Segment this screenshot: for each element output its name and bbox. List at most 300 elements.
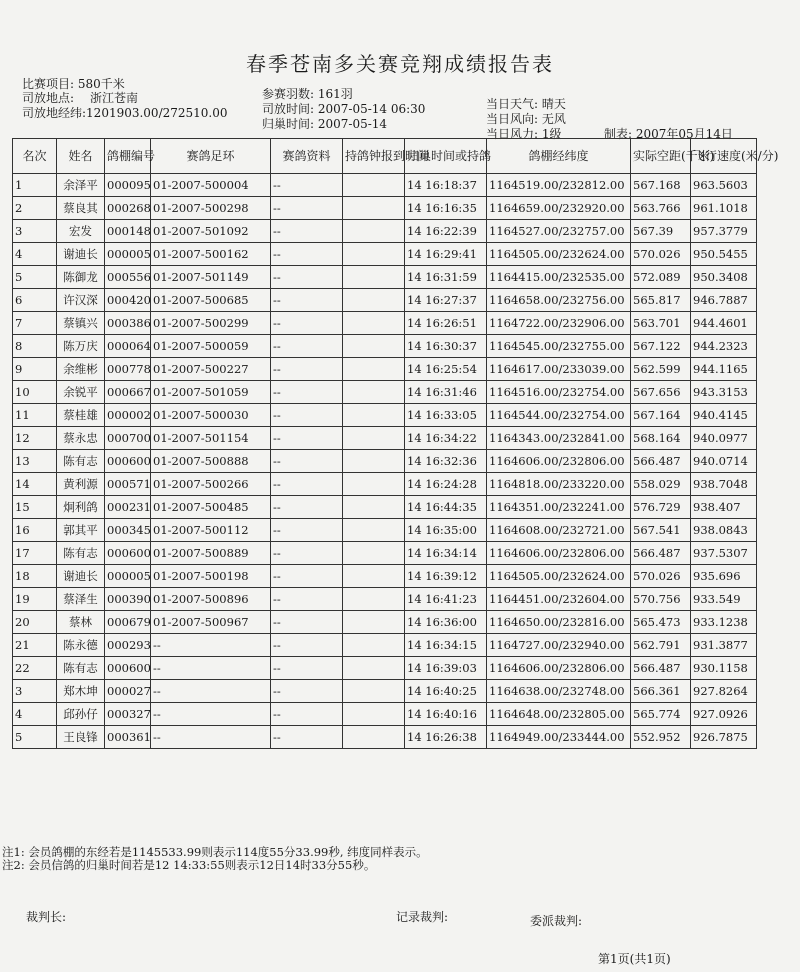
cell-time: 14 16:33:05: [405, 404, 487, 427]
header-rank: 名次: [13, 139, 57, 174]
table-row: [13, 174, 757, 197]
cell-loft: 000667: [105, 381, 151, 404]
cell-rank: 20: [13, 611, 57, 634]
cell-coord: 1164606.00/232806.00: [487, 450, 631, 473]
cell-loft: 000600: [105, 657, 151, 680]
cell-time: 14 16:40:16: [405, 703, 487, 726]
made-date: 制表: 2007年05月14日: [604, 127, 733, 141]
cell-dist: 565.774: [631, 703, 691, 726]
table-row: [13, 726, 757, 749]
cell-ring: 01-2007-500059: [151, 335, 271, 358]
cell-name: 蔡永忠: [57, 427, 105, 450]
cell-info: --: [271, 289, 343, 312]
cell-dist: 567.656: [631, 381, 691, 404]
cell-report: [343, 565, 405, 588]
cell-speed: 938.0843: [691, 519, 757, 542]
cell-report: [343, 611, 405, 634]
cell-dist: 562.599: [631, 358, 691, 381]
results-table: [12, 138, 779, 749]
cell-ring: 01-2007-500162: [151, 243, 271, 266]
cell-name: 郑木坤: [57, 680, 105, 703]
header-ring: 赛鸽足环: [151, 139, 271, 174]
recorder-judge-label: 记录裁判:: [396, 910, 449, 924]
cell-speed: 940.0714: [691, 450, 757, 473]
cell-time: 14 16:25:54: [405, 358, 487, 381]
table-row: [13, 381, 757, 404]
table-row: [13, 473, 757, 496]
cell-loft: 000700: [105, 427, 151, 450]
cell-loft: 000005: [105, 565, 151, 588]
cell-speed: 933.549: [691, 588, 757, 611]
cell-time: 14 16:31:46: [405, 381, 487, 404]
cell-name: 宏发: [57, 220, 105, 243]
cell-coord: 1164638.00/232748.00: [487, 680, 631, 703]
cell-rank: 3: [13, 220, 57, 243]
cell-info: --: [271, 358, 343, 381]
cell-name: 陈有志: [57, 657, 105, 680]
cell-ring: 01-2007-500298: [151, 197, 271, 220]
cell-loft: 000361: [105, 726, 151, 749]
cell-time: 14 16:32:36: [405, 450, 487, 473]
cell-info: --: [271, 726, 343, 749]
cell-report: [343, 588, 405, 611]
cell-rank: 3: [13, 680, 57, 703]
table-row: [13, 657, 757, 680]
cell-dist: 572.089: [631, 266, 691, 289]
cell-info: --: [271, 496, 343, 519]
cell-time: 14 16:31:59: [405, 266, 487, 289]
cell-coord: 1164727.00/232940.00: [487, 634, 631, 657]
cell-name: 黄利源: [57, 473, 105, 496]
cell-coord: 1164818.00/233220.00: [487, 473, 631, 496]
cell-rank: 16: [13, 519, 57, 542]
cell-coord: 1164505.00/232624.00: [487, 243, 631, 266]
table-row: [13, 565, 757, 588]
table-row: [13, 220, 757, 243]
cell-info: --: [271, 266, 343, 289]
cell-dist: 566.487: [631, 450, 691, 473]
cell-ring: 01-2007-500889: [151, 542, 271, 565]
header-speed: 飞行速度(米/分): [691, 139, 757, 174]
cell-time: 14 16:34:14: [405, 542, 487, 565]
cell-rank: 12: [13, 427, 57, 450]
cell-coord: 1164606.00/232806.00: [487, 542, 631, 565]
cell-name: 陈万庆: [57, 335, 105, 358]
cell-speed: 938.407: [691, 496, 757, 519]
cell-rank: 11: [13, 404, 57, 427]
cell-name: 余维彬: [57, 358, 105, 381]
cell-info: --: [271, 588, 343, 611]
release-location-value: 浙江苍南: [90, 91, 139, 105]
cell-time: 14 16:39:03: [405, 657, 487, 680]
cell-info: --: [271, 243, 343, 266]
cell-coord: 1164606.00/232806.00: [487, 657, 631, 680]
cell-loft: 000148: [105, 220, 151, 243]
cell-speed: 950.5455: [691, 243, 757, 266]
table-body: [13, 174, 757, 749]
table-row: [13, 542, 757, 565]
cell-info: --: [271, 680, 343, 703]
cell-name: 蔡桂雄: [57, 404, 105, 427]
release-coords: 司放地经纬:1201903.00/272510.00: [22, 106, 228, 120]
cell-dist: 570.756: [631, 588, 691, 611]
cell-info: --: [271, 404, 343, 427]
cell-rank: 4: [13, 703, 57, 726]
cell-speed: 927.0926: [691, 703, 757, 726]
cell-rank: 21: [13, 634, 57, 657]
cell-speed: 937.5307: [691, 542, 757, 565]
cell-loft: 000556: [105, 266, 151, 289]
cell-time: 14 16:44:35: [405, 496, 487, 519]
cell-info: --: [271, 450, 343, 473]
cell-coord: 1164722.00/232906.00: [487, 312, 631, 335]
table-row: [13, 266, 757, 289]
cell-time: 14 16:34:22: [405, 427, 487, 450]
cell-coord: 1164544.00/232754.00: [487, 404, 631, 427]
cell-loft: 000231: [105, 496, 151, 519]
table-header-row: [13, 139, 757, 174]
cell-speed: 957.3779: [691, 220, 757, 243]
return-time: 归巢时间: 2007-05-14: [262, 117, 388, 131]
table-row: [13, 611, 757, 634]
cell-ring: --: [151, 726, 271, 749]
table-row: [13, 404, 757, 427]
cell-speed: 935.696: [691, 565, 757, 588]
cell-name: 郭其平: [57, 519, 105, 542]
cell-coord: 1164545.00/232755.00: [487, 335, 631, 358]
cell-ring: 01-2007-500112: [151, 519, 271, 542]
chief-judge-label: 裁判长:: [26, 910, 67, 924]
cell-loft: 000327: [105, 703, 151, 726]
cell-dist: 566.487: [631, 657, 691, 680]
cell-name: 陈有志: [57, 450, 105, 473]
cell-name: 炯利鸽: [57, 496, 105, 519]
cell-speed: 940.0977: [691, 427, 757, 450]
cell-time: 14 16:18:37: [405, 174, 487, 197]
cell-time: 14 16:29:41: [405, 243, 487, 266]
header-name: 姓名: [57, 139, 105, 174]
cell-loft: 000600: [105, 542, 151, 565]
cell-speed: 963.5603: [691, 174, 757, 197]
cell-loft: 000420: [105, 289, 151, 312]
cell-ring: 01-2007-500266: [151, 473, 271, 496]
race-project: 比赛项目: 580千米: [22, 77, 125, 91]
cell-info: --: [271, 473, 343, 496]
cell-ring: 01-2007-501059: [151, 381, 271, 404]
cell-speed: 938.7048: [691, 473, 757, 496]
cell-dist: 563.766: [631, 197, 691, 220]
table-row: [13, 358, 757, 381]
cell-name: 蔡林: [57, 611, 105, 634]
cell-report: [343, 404, 405, 427]
cell-name: 陈有志: [57, 542, 105, 565]
cell-report: [343, 243, 405, 266]
cell-name: 余泽平: [57, 174, 105, 197]
cell-ring: 01-2007-500485: [151, 496, 271, 519]
cell-info: --: [271, 427, 343, 450]
cell-dist: 570.026: [631, 243, 691, 266]
table-row: [13, 634, 757, 657]
cell-rank: 2: [13, 197, 57, 220]
table-row: [13, 519, 757, 542]
cell-rank: 17: [13, 542, 57, 565]
cell-dist: 567.39: [631, 220, 691, 243]
cell-info: --: [271, 381, 343, 404]
cell-loft: 000386: [105, 312, 151, 335]
cell-rank: 5: [13, 266, 57, 289]
header-info: 赛鸽资料: [271, 139, 343, 174]
cell-dist: 566.361: [631, 680, 691, 703]
cell-name: 陈御龙: [57, 266, 105, 289]
cell-loft: 000064: [105, 335, 151, 358]
table-row: [13, 427, 757, 450]
cell-info: --: [271, 174, 343, 197]
cell-speed: 927.8264: [691, 680, 757, 703]
table-row: [13, 703, 757, 726]
cell-time: 14 16:36:00: [405, 611, 487, 634]
cell-dist: 576.729: [631, 496, 691, 519]
cell-info: --: [271, 312, 343, 335]
cell-ring: 01-2007-501149: [151, 266, 271, 289]
cell-name: 许汉深: [57, 289, 105, 312]
cell-report: [343, 220, 405, 243]
cell-info: --: [271, 197, 343, 220]
cell-speed: 926.7875: [691, 726, 757, 749]
cell-rank: 7: [13, 312, 57, 335]
cell-report: [343, 657, 405, 680]
cell-coord: 1164343.00/232841.00: [487, 427, 631, 450]
cell-speed: 940.4145: [691, 404, 757, 427]
cell-loft: 000027: [105, 680, 151, 703]
cell-time: 14 16:34:15: [405, 634, 487, 657]
cell-loft: 000571: [105, 473, 151, 496]
cell-time: 14 16:22:39: [405, 220, 487, 243]
cell-rank: 18: [13, 565, 57, 588]
release-time: 司放时间: 2007-05-14 06:30: [262, 102, 426, 116]
report-title: 春季苍南多关赛竞翔成绩报告表: [246, 52, 554, 76]
cell-speed: 931.3877: [691, 634, 757, 657]
cell-speed: 944.2323: [691, 335, 757, 358]
cell-name: 谢迪长: [57, 243, 105, 266]
cell-report: [343, 266, 405, 289]
cell-report: [343, 427, 405, 450]
header-loft: 鸽棚编号: [105, 139, 151, 174]
table-row: [13, 450, 757, 473]
cell-ring: 01-2007-500967: [151, 611, 271, 634]
cell-dist: 563.701: [631, 312, 691, 335]
cell-ring: 01-2007-500004: [151, 174, 271, 197]
notes: [2, 846, 428, 872]
cell-report: [343, 381, 405, 404]
assigned-judge-label: 委派裁判:: [530, 914, 583, 928]
cell-loft: 000600: [105, 450, 151, 473]
cell-report: [343, 174, 405, 197]
cell-ring: 01-2007-501092: [151, 220, 271, 243]
cell-info: --: [271, 657, 343, 680]
cell-info: --: [271, 220, 343, 243]
cell-dist: 567.541: [631, 519, 691, 542]
cell-name: 邱孙仔: [57, 703, 105, 726]
cell-ring: 01-2007-500030: [151, 404, 271, 427]
page-number: 第1页(共1页): [598, 952, 671, 966]
cell-coord: 1164451.00/232604.00: [487, 588, 631, 611]
cell-report: [343, 680, 405, 703]
table-row: [13, 680, 757, 703]
cell-name: 蔡镇兴: [57, 312, 105, 335]
cell-name: 王良锋: [57, 726, 105, 749]
table-row: [13, 243, 757, 266]
cell-rank: 9: [13, 358, 57, 381]
cell-rank: 15: [13, 496, 57, 519]
cell-dist: 567.168: [631, 174, 691, 197]
table-row: [13, 312, 757, 335]
cell-loft: 000778: [105, 358, 151, 381]
cell-loft: 000390: [105, 588, 151, 611]
cell-dist: 566.487: [631, 542, 691, 565]
cell-dist: 570.026: [631, 565, 691, 588]
cell-coord: 1164658.00/232756.00: [487, 289, 631, 312]
cell-coord: 1164516.00/232754.00: [487, 381, 631, 404]
cell-report: [343, 197, 405, 220]
cell-info: --: [271, 335, 343, 358]
cell-rank: 13: [13, 450, 57, 473]
cell-speed: 961.1018: [691, 197, 757, 220]
cell-report: [343, 542, 405, 565]
cell-info: --: [271, 565, 343, 588]
cell-report: [343, 703, 405, 726]
cell-ring: --: [151, 657, 271, 680]
table-row: [13, 588, 757, 611]
entries-count: 参赛羽数: 161羽: [262, 87, 353, 101]
cell-time: 14 16:41:23: [405, 588, 487, 611]
cell-coord: 1164519.00/232812.00: [487, 174, 631, 197]
cell-rank: 8: [13, 335, 57, 358]
cell-dist: 568.164: [631, 427, 691, 450]
table-row: [13, 197, 757, 220]
cell-ring: 01-2007-500896: [151, 588, 271, 611]
note-2: 注2: 会员信鸽的归巢时间若是12 14:33:55则表示12日14时33分55秒。: [2, 858, 376, 872]
cell-coord: 1164505.00/232624.00: [487, 565, 631, 588]
cell-time: 14 16:27:37: [405, 289, 487, 312]
cell-coord: 1164617.00/233039.00: [487, 358, 631, 381]
cell-name: 谢迪长: [57, 565, 105, 588]
cell-rank: 4: [13, 243, 57, 266]
cell-ring: 01-2007-500299: [151, 312, 271, 335]
cell-rank: 19: [13, 588, 57, 611]
cell-coord: 1164648.00/232805.00: [487, 703, 631, 726]
cell-time: 14 16:26:38: [405, 726, 487, 749]
cell-info: --: [271, 634, 343, 657]
cell-ring: 01-2007-500685: [151, 289, 271, 312]
cell-dist: 565.817: [631, 289, 691, 312]
cell-speed: 944.1165: [691, 358, 757, 381]
cell-rank: 10: [13, 381, 57, 404]
cell-loft: 000095: [105, 174, 151, 197]
cell-ring: 01-2007-500227: [151, 358, 271, 381]
header-coord: 鸽棚经纬度: [487, 139, 631, 174]
release-location-label: 司放地点:: [22, 91, 75, 105]
cell-coord: 1164527.00/232757.00: [487, 220, 631, 243]
cell-ring: 01-2007-501154: [151, 427, 271, 450]
cell-coord: 1164659.00/232920.00: [487, 197, 631, 220]
cell-ring: --: [151, 703, 271, 726]
header-time: 归巢时间或持鸽: [405, 139, 487, 174]
wind-direction: 当日风向: 无风: [486, 112, 566, 126]
cell-ring: 01-2007-500888: [151, 450, 271, 473]
cell-dist: 558.029: [631, 473, 691, 496]
cell-speed: 943.3153: [691, 381, 757, 404]
cell-speed: 950.3408: [691, 266, 757, 289]
cell-speed: 930.1158: [691, 657, 757, 680]
cell-dist: 562.791: [631, 634, 691, 657]
cell-coord: 1164650.00/232816.00: [487, 611, 631, 634]
wind-force: 当日风力: 1级: [486, 127, 562, 141]
table-row: [13, 335, 757, 358]
cell-info: --: [271, 611, 343, 634]
cell-loft: 000293: [105, 634, 151, 657]
cell-info: --: [271, 703, 343, 726]
cell-speed: 933.1238: [691, 611, 757, 634]
cell-report: [343, 634, 405, 657]
cell-coord: 1164949.00/233444.00: [487, 726, 631, 749]
cell-name: 蔡泽生: [57, 588, 105, 611]
cell-time: 14 16:16:35: [405, 197, 487, 220]
cell-report: [343, 496, 405, 519]
cell-report: [343, 726, 405, 749]
cell-name: 蔡良其: [57, 197, 105, 220]
cell-time: 14 16:40:25: [405, 680, 487, 703]
cell-ring: 01-2007-500198: [151, 565, 271, 588]
cell-time: 14 16:39:12: [405, 565, 487, 588]
note-1: 注1: 会员鸽棚的东经若是1145533.99则表示114度55分33.99秒, 纬度同样表示。: [2, 845, 428, 859]
cell-report: [343, 358, 405, 381]
cell-loft: 000679: [105, 611, 151, 634]
cell-dist: 567.164: [631, 404, 691, 427]
cell-time: 14 16:35:00: [405, 519, 487, 542]
cell-coord: 1164351.00/232241.00: [487, 496, 631, 519]
cell-report: [343, 450, 405, 473]
cell-coord: 1164415.00/232535.00: [487, 266, 631, 289]
table-row: [13, 496, 757, 519]
cell-rank: 5: [13, 726, 57, 749]
cell-speed: 944.4601: [691, 312, 757, 335]
cell-rank: 22: [13, 657, 57, 680]
cell-dist: 552.952: [631, 726, 691, 749]
cell-time: 14 16:26:51: [405, 312, 487, 335]
weather: 当日天气: 晴天: [486, 97, 566, 111]
cell-info: --: [271, 519, 343, 542]
cell-time: 14 16:30:37: [405, 335, 487, 358]
cell-report: [343, 519, 405, 542]
cell-report: [343, 335, 405, 358]
cell-report: [343, 289, 405, 312]
cell-rank: 14: [13, 473, 57, 496]
cell-dist: 565.473: [631, 611, 691, 634]
cell-loft: 000345: [105, 519, 151, 542]
header-dist: 实际空距(千米): [631, 139, 691, 174]
cell-ring: --: [151, 680, 271, 703]
cell-name: 陈永德: [57, 634, 105, 657]
cell-speed: 946.7887: [691, 289, 757, 312]
cell-report: [343, 473, 405, 496]
cell-rank: 1: [13, 174, 57, 197]
table-row: [13, 289, 757, 312]
cell-coord: 1164608.00/232721.00: [487, 519, 631, 542]
cell-loft: 000268: [105, 197, 151, 220]
cell-loft: 000002: [105, 404, 151, 427]
cell-rank: 6: [13, 289, 57, 312]
cell-info: --: [271, 542, 343, 565]
